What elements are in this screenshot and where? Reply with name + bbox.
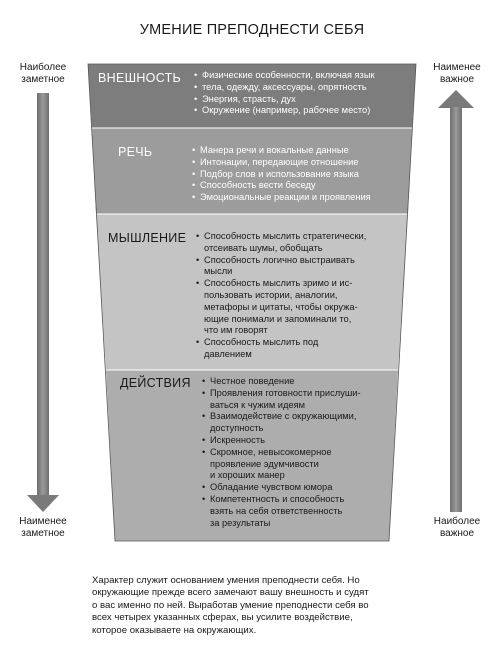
caption-line: всех четырех указанных сферах, вы усилите воздействие, <box>92 612 353 624</box>
label-line: важное <box>439 528 475 539</box>
list-item: • Подбор слов и использование языка <box>192 169 371 181</box>
item-line: • Компетентность и способность <box>210 493 345 504</box>
page-title: УМЕНИЕ ПРЕПОДНЕСТИ СЕБЯ <box>139 22 365 38</box>
item-line: ваться к чужим идеям <box>210 399 306 410</box>
item-line: • Способность мыслить зримо и ис- <box>204 278 353 289</box>
left-arrow-top-label <box>8 62 78 86</box>
item-line: проявление эдумчивости <box>210 458 319 469</box>
item-line: доступность <box>210 423 264 434</box>
item-line: за результаты <box>210 517 271 528</box>
item-line: • Искренность <box>210 434 265 445</box>
item-line: • Обладание чувством юмора <box>210 482 333 493</box>
list-item <box>202 435 361 447</box>
list-item: • Окружение (например, рабочее место) <box>194 105 375 117</box>
down-arrow <box>27 93 59 512</box>
label-line: Наименее <box>19 516 67 527</box>
item-line: что им говорят <box>204 325 268 336</box>
item-line: ющие понимали и запоминали то, <box>204 313 352 324</box>
list-item <box>202 376 361 388</box>
section-title-thinking: МЫШЛЕНИЕ <box>108 231 187 245</box>
item-line: взять на себя ответственность <box>210 505 343 516</box>
item-line: • Скромное, невысокомерное <box>210 446 332 457</box>
label-line: Наименее <box>433 62 481 73</box>
up-arrow <box>438 90 474 512</box>
section-items-thinking <box>196 231 366 361</box>
list-item: • Физические особенности, включая язык <box>194 70 375 82</box>
item-line: • Проявления готовности прислуши- <box>210 387 361 398</box>
list-item: • тела, одежду, аксессуары, опрятность <box>194 82 375 94</box>
list-item <box>196 278 366 337</box>
section-items-appearance <box>194 70 375 117</box>
list-item <box>202 411 361 435</box>
list-item <box>202 447 361 482</box>
item-line: отсеивать шумы, обобщать <box>204 242 323 253</box>
caption-line: о вас именно по ней. Выработав умение преподнести себя во <box>92 599 369 611</box>
section-title-appearance: ВНЕШНОСТЬ <box>98 71 182 85</box>
label-line: заметное <box>21 74 65 85</box>
section-items-speech <box>192 145 371 204</box>
item-line: пользовать истории, аналогии, <box>204 289 338 300</box>
item-line: и хороших манер <box>210 470 285 481</box>
list-item: • Интонации, передающие отношение <box>192 157 371 169</box>
list-item <box>196 231 366 255</box>
item-line: метафоры и цитаты, чтобы окружа- <box>204 301 358 312</box>
section-items-actions <box>202 376 361 529</box>
item-line: • Способность мыслить под <box>204 337 319 348</box>
item-line: давлением <box>204 348 252 359</box>
right-arrow-top-label <box>422 62 492 86</box>
item-line: • Способность логично выстраивать <box>204 254 355 265</box>
item-line: • Честное поведение <box>210 376 295 386</box>
caption-line: окружающие прежде всего замечают вашу внешность и судят <box>92 587 369 599</box>
caption-line: которое оказываете на окружающих. <box>92 624 257 636</box>
list-item: • Энергия, страсть, дух <box>194 94 375 106</box>
list-item <box>196 337 366 361</box>
item-line: • Взаимодействие с окружающими, <box>210 411 357 422</box>
list-item <box>202 388 361 412</box>
label-line: Наиболее <box>19 62 67 73</box>
label-line: заметное <box>21 528 65 539</box>
left-arrow-bottom-label <box>8 516 78 540</box>
section-title-speech: РЕЧЬ <box>118 145 153 159</box>
list-item <box>202 494 361 529</box>
list-item: • Манера речи и вокальные данные <box>192 145 371 157</box>
item-line: мысли <box>204 266 233 277</box>
list-item <box>196 255 366 279</box>
label-line: Наиболее <box>433 516 481 527</box>
caption-line: Характер служит основанием умения преподнести себя. Но <box>92 575 360 586</box>
label-line: важное <box>439 74 475 85</box>
list-item: • Эмоциональные реакции и проявления <box>192 192 371 204</box>
list-item: • Способность вести беседу <box>192 180 371 192</box>
caption-text <box>92 575 422 637</box>
item-line: • Способность мыслить стратегически, <box>204 231 367 241</box>
section-title-actions: ДЕЙСТВИЯ <box>120 376 191 390</box>
list-item <box>202 482 361 494</box>
right-arrow-bottom-label <box>422 516 492 540</box>
